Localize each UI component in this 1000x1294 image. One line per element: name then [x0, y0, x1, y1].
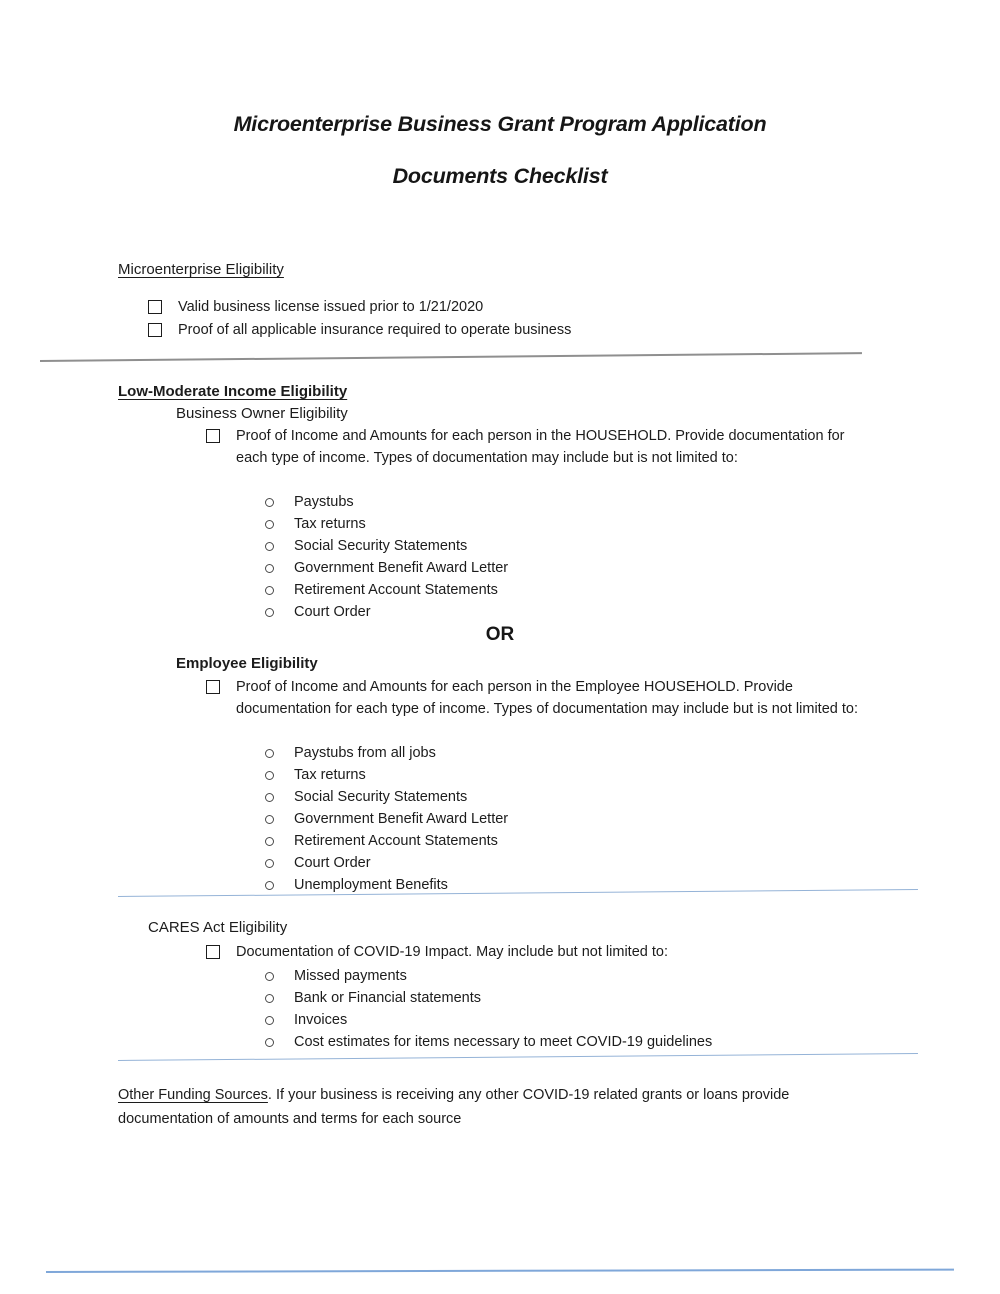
- circle-bullet-icon: [265, 994, 274, 1003]
- circle-bullet-icon: [265, 498, 274, 507]
- list-item-label: Tax returns: [294, 767, 366, 783]
- document-titles: [0, 112, 1000, 189]
- list-item: [265, 1009, 712, 1031]
- circle-bullet-icon: [265, 771, 274, 780]
- circle-bullet-icon: [265, 542, 274, 551]
- employee-doc-list: [265, 742, 508, 896]
- list-item-label: Social Security Statements: [294, 538, 468, 554]
- checkbox-icon[interactable]: [148, 300, 162, 314]
- business-owner-doc-list: [265, 491, 508, 623]
- business-owner-checkbox-item: [206, 425, 878, 469]
- circle-bullet-icon: [265, 586, 274, 595]
- subsection-heading-employee: Employee Eligibility: [176, 655, 318, 672]
- microenterprise-checklist: [148, 296, 571, 342]
- circle-bullet-icon: [265, 1038, 274, 1047]
- circle-bullet-icon: [265, 1016, 274, 1025]
- cares-checkbox-item: [206, 941, 906, 963]
- circle-bullet-icon: [265, 972, 274, 981]
- checkbox-item: [148, 319, 571, 342]
- list-item-label: Social Security Statements: [294, 789, 468, 805]
- list-item: [265, 852, 508, 874]
- list-item: [265, 742, 508, 764]
- circle-bullet-icon: [265, 881, 274, 890]
- checkbox-item-label: Valid business license issued prior to 1/21/2020: [178, 299, 484, 315]
- other-funding-text: . If your business is receiving any other COVID-19 related grants or loans provide documentation of amounts and terms for each source: [118, 1087, 790, 1127]
- list-item-label: Invoices: [294, 1012, 348, 1028]
- list-item: [265, 1031, 712, 1053]
- circle-bullet-icon: [265, 749, 274, 758]
- list-item-label: Paystubs from all jobs: [294, 745, 436, 761]
- checkbox-icon[interactable]: [206, 429, 220, 443]
- divider-blue-1: [118, 889, 918, 897]
- list-item-label: Government Benefit Award Letter: [294, 560, 509, 576]
- list-item: [265, 601, 508, 623]
- or-separator: OR: [485, 624, 515, 645]
- list-item: [265, 764, 508, 786]
- circle-bullet-icon: [265, 564, 274, 573]
- divider-gray: [40, 352, 862, 362]
- list-item-label: Cost estimates for items necessary to meet COVID-19 guidelines: [294, 1034, 713, 1050]
- list-item-label: Government Benefit Award Letter: [294, 811, 509, 827]
- circle-bullet-icon: [265, 608, 274, 617]
- doc-title-line2: Documents Checklist: [392, 164, 608, 188]
- list-item: [265, 830, 508, 852]
- subsection-heading-business-owner: Business Owner Eligibility: [176, 405, 348, 422]
- list-item: [265, 579, 508, 601]
- section-heading-microenterprise-eligibility: Microenterprise Eligibility: [118, 261, 284, 278]
- employee-checkbox-item: [206, 676, 878, 720]
- checkbox-item: [148, 296, 571, 319]
- circle-bullet-icon: [265, 815, 274, 824]
- checkbox-icon[interactable]: [148, 323, 162, 337]
- checkbox-item-label: Proof of Income and Amounts for each person in the Employee HOUSEHOLD. Provide documentation for each type of income. Types of documentation may include but is not limited to:: [236, 679, 858, 717]
- checkbox-item-label: Proof of all applicable insurance required to operate business: [178, 322, 572, 338]
- list-item-label: Court Order: [294, 855, 371, 871]
- checkbox-icon[interactable]: [206, 680, 220, 694]
- circle-bullet-icon: [265, 793, 274, 802]
- circle-bullet-icon: [265, 859, 274, 868]
- list-item: [265, 808, 508, 830]
- list-item: [265, 786, 508, 808]
- list-item-label: Unemployment Benefits: [294, 877, 448, 893]
- checkbox-item-label: Proof of Income and Amounts for each person in the HOUSEHOLD. Provide documentation for each type of income. Types of documentation may include but is not limited to:: [236, 428, 845, 466]
- paragraph-other-funding: [118, 1083, 878, 1131]
- list-item-label: Court Order: [294, 604, 371, 620]
- list-item-label: Retirement Account Statements: [294, 582, 498, 598]
- section-heading-cares-act: CARES Act Eligibility: [148, 919, 288, 936]
- checkbox-item-label: Documentation of COVID-19 Impact. May include but not limited to:: [236, 944, 668, 960]
- other-funding-heading: Other Funding Sources: [118, 1087, 268, 1103]
- cares-doc-list: [265, 965, 712, 1053]
- list-item: [265, 513, 508, 535]
- bottom-rule: [46, 1269, 954, 1273]
- list-item-label: Paystubs: [294, 494, 354, 510]
- list-item: [265, 965, 712, 987]
- list-item-label: Bank or Financial statements: [294, 990, 481, 1006]
- section-heading-low-moderate-income: Low-Moderate Income Eligibility: [118, 383, 348, 400]
- list-item: [265, 535, 508, 557]
- divider-blue-2: [118, 1053, 918, 1061]
- list-item: [265, 987, 712, 1009]
- list-item: [265, 491, 508, 513]
- doc-title-line1: Microenterprise Business Grant Program Application: [233, 112, 767, 136]
- circle-bullet-icon: [265, 837, 274, 846]
- checkbox-icon[interactable]: [206, 945, 220, 959]
- circle-bullet-icon: [265, 520, 274, 529]
- list-item-label: Tax returns: [294, 516, 366, 532]
- list-item-label: Missed payments: [294, 968, 407, 984]
- list-item: [265, 557, 508, 579]
- list-item-label: Retirement Account Statements: [294, 833, 498, 849]
